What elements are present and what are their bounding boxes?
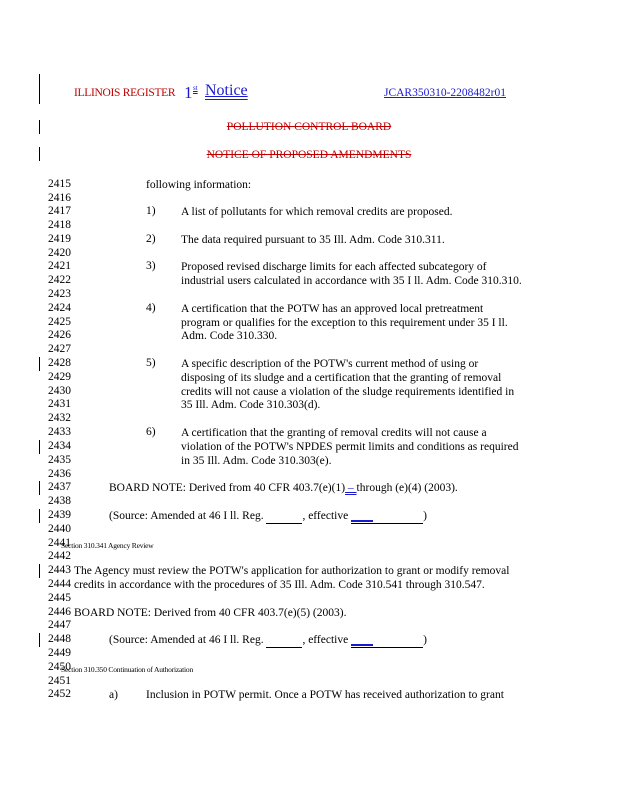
line-number: 2424 <box>48 302 71 314</box>
item-text: industrial users calculated in accordance with 35 I ll. Adm. Code 310.310. <box>181 275 522 287</box>
board-note: BOARD NOTE: Derived from 40 CFR 403.7(e)(5) (2003). <box>74 607 347 619</box>
item-number: 3) <box>146 260 156 272</box>
source-text: (Source: Amended at 46 I ll. Reg. <box>109 634 267 646</box>
line-number: 2440 <box>48 523 71 535</box>
page-superscript: st <box>193 84 198 92</box>
line-number: 2430 <box>48 385 71 397</box>
line-number: 2441 <box>48 537 71 549</box>
source-effective-text: , effective <box>302 634 352 646</box>
change-bar <box>39 440 40 454</box>
line-number: 2428 <box>48 357 71 369</box>
item-text: Inclusion in POTW permit. Once a POTW has received authorization to grant <box>146 689 504 701</box>
item-text: credits will not cause a violation of the sludge requirements identified in <box>181 386 515 398</box>
item-text: disposing of its sludge and a certification that the granting of removal <box>181 372 502 384</box>
source-effective-text: , effective <box>302 510 352 522</box>
item-number: a) <box>109 689 118 701</box>
line-number: 2446 <box>48 606 71 618</box>
line-number: 2429 <box>48 371 71 383</box>
notice-label: Notice <box>205 82 248 99</box>
line-number: 2431 <box>48 398 71 410</box>
line-number: 2450 <box>48 661 71 673</box>
item-text: A list of pollutants for which removal credits are proposed. <box>181 206 453 218</box>
register-header <box>74 84 544 106</box>
line-number: 2421 <box>48 260 71 272</box>
item-number: 6) <box>146 426 156 438</box>
item-number: 5) <box>146 357 156 369</box>
effective-date-blank[interactable] <box>351 509 423 524</box>
line-number: 2447 <box>48 619 71 631</box>
line-number: 2415 <box>48 178 71 190</box>
notice-title: NOTICE OF PROPOSED AMENDMENTS <box>206 149 412 161</box>
register-label: ILLINOIS REGISTER <box>74 87 176 99</box>
item-text: Adm. Code 310.330. <box>181 330 278 342</box>
jcar-code: JCAR350310-2208482r01 <box>383 87 506 99</box>
body-paragraph-line: credits in accordance with the procedures of 35 Ill. Adm. Code 310.541 through 310.547. <box>74 579 485 591</box>
item-text: Proposed revised discharge limits for each affected subcategory of <box>181 261 487 273</box>
line-number: 2418 <box>48 219 71 231</box>
source-close: ) <box>423 510 427 522</box>
line-number: 2442 <box>48 550 71 562</box>
page-number: 1 <box>184 83 193 102</box>
item-text: A specific description of the POTW's current method of using or <box>181 358 479 370</box>
item-text: 35 Ill. Adm. Code 310.303(d). <box>181 399 321 411</box>
line-number: 2423 <box>48 288 71 300</box>
item-text: violation of the POTW's NPDES permit limits and conditions as required <box>181 441 519 453</box>
change-bar <box>39 481 40 495</box>
line-number: 2416 <box>48 192 71 204</box>
item-text: A certification that the granting of removal credits will not cause a <box>181 427 487 439</box>
register-issue-blank[interactable] <box>266 633 302 648</box>
line-number: 2425 <box>48 316 71 328</box>
line-number: 2433 <box>48 426 71 438</box>
line-number: 2420 <box>48 247 71 259</box>
board-note <box>109 481 458 495</box>
item-text: The data required pursuant to 35 Ill. Adm. Code 310.311. <box>181 234 445 246</box>
line-number: 2438 <box>48 495 71 507</box>
board-note-text: BOARD NOTE: Derived from 40 CFR 403.7(e)(1) <box>109 482 346 494</box>
source-note <box>109 633 427 648</box>
line-number: 2417 <box>48 205 71 217</box>
line-number: 2427 <box>48 343 71 355</box>
board-note-text-end: through (e)(4) (2003). <box>356 482 458 494</box>
change-bar <box>39 357 40 371</box>
change-bar <box>39 633 40 647</box>
source-text: (Source: Amended at 46 I ll. Reg. <box>109 510 267 522</box>
change-bar <box>39 564 40 578</box>
line-number: 2445 <box>48 592 71 604</box>
agency-title: POLLUTION CONTROL BOARD <box>226 121 392 133</box>
section-heading: Section 310.341 Agency Review <box>61 541 154 550</box>
line-number: 2444 <box>48 578 71 590</box>
effective-date-blank[interactable] <box>351 633 423 648</box>
body-paragraph-line: The Agency must review the POTW's application for authorization to grant or modify removal <box>74 565 510 577</box>
inserted-dash: – <box>345 482 357 494</box>
item-text: A certification that the POTW has an approved local pretreatment <box>181 303 484 315</box>
item-text: in 35 Ill. Adm. Code 310.303(e). <box>181 455 332 467</box>
line-number: 2451 <box>48 675 71 687</box>
change-bar <box>39 74 40 104</box>
line-number: 2434 <box>48 440 71 452</box>
register-issue-blank[interactable] <box>266 509 302 524</box>
change-bar <box>39 509 40 523</box>
line-number: 2443 <box>48 564 71 576</box>
item-text: program or qualifies for the exception to this requirement under 35 I ll. <box>181 317 508 329</box>
line-number: 2426 <box>48 329 71 341</box>
item-number: 2) <box>146 233 156 245</box>
line-number: 2437 <box>48 481 71 493</box>
source-close: ) <box>423 634 427 646</box>
item-number: 4) <box>146 302 156 314</box>
line-number: 2432 <box>48 412 71 424</box>
line-number: 2436 <box>48 468 71 480</box>
line-number: 2449 <box>48 647 71 659</box>
line-number: 2435 <box>48 454 71 466</box>
intro-text: following information: <box>146 179 252 191</box>
item-number: 1) <box>146 205 156 217</box>
section-heading: Section 310.350 Continuation of Authorization <box>61 665 194 674</box>
line-number: 2448 <box>48 633 71 645</box>
line-number: 2419 <box>48 233 71 245</box>
line-number: 2452 <box>48 688 71 700</box>
source-note <box>109 509 427 524</box>
line-number: 2422 <box>48 274 71 286</box>
line-number: 2439 <box>48 509 71 521</box>
